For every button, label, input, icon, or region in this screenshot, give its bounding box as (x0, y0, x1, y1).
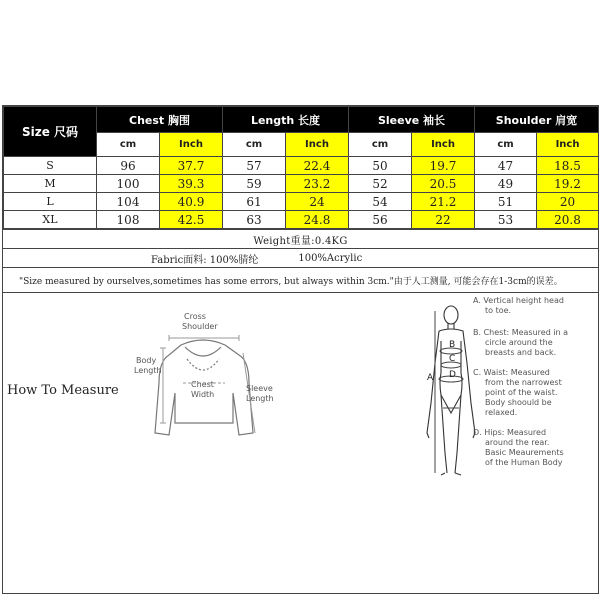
inch-cell: 18.5 (537, 157, 599, 175)
inch-cell: 19.7 (412, 157, 475, 175)
table-row (4, 157, 599, 175)
weight-line: Weight重量:0.4KG (3, 229, 598, 248)
sleeve-length-label: Sleeve (246, 384, 273, 393)
inch-cell: 20.8 (537, 211, 599, 229)
table-header-row (4, 107, 599, 133)
cm-cell: 54 (349, 193, 412, 211)
table-row (4, 175, 599, 193)
garment-labels (134, 312, 274, 403)
size-cell: S (4, 157, 97, 175)
cm-cell: 100 (97, 175, 160, 193)
cm-cell: 57 (223, 157, 286, 175)
instruction-line: of the Human Body (485, 458, 563, 467)
size-cell: M (4, 175, 97, 193)
inch-cell: 20.5 (412, 175, 475, 193)
size-table (3, 106, 599, 229)
cross-shoulder-label: Cross (184, 312, 206, 321)
body-length-label: Body (136, 356, 157, 365)
human-body-diagram (427, 306, 475, 475)
cm-cell: 96 (97, 157, 160, 175)
inch-cell: 19.2 (537, 175, 599, 193)
unit-cm: cm (475, 133, 537, 157)
sleeve-header: Sleeve 袖长 (349, 107, 475, 133)
inch-cell: 42.5 (160, 211, 223, 229)
cm-cell: 61 (223, 193, 286, 211)
cm-cell: 104 (97, 193, 160, 211)
unit-inch: Inch (160, 133, 223, 157)
inch-cell: 37.7 (160, 157, 223, 175)
size-cell: XL (4, 211, 97, 229)
instruction-line: relaxed. (485, 408, 518, 417)
body-length-label: Length (134, 366, 162, 375)
instruction-line: from the narrowest (485, 378, 562, 387)
unit-cm: cm (349, 133, 412, 157)
size-chart (2, 105, 599, 293)
cm-cell: 47 (475, 157, 537, 175)
instruction-line: breasts and back. (485, 348, 557, 357)
unit-cm: cm (223, 133, 286, 157)
label-a: A (427, 373, 434, 383)
shoulder-header: Shoulder 肩宽 (475, 107, 599, 133)
instruction-line: A. Vertical height head (473, 296, 564, 305)
unit-inch: Inch (286, 133, 349, 157)
measure-diagrams (3, 283, 598, 593)
instruction-line: Basic Meaurements (485, 448, 564, 457)
cm-cell: 52 (349, 175, 412, 193)
label-d: D (449, 370, 456, 380)
cm-cell: 59 (223, 175, 286, 193)
inch-cell: 23.2 (286, 175, 349, 193)
cm-cell: 49 (475, 175, 537, 193)
fabric-label: Fabric面料: 100%腈纶 (151, 254, 259, 266)
cm-cell: 51 (475, 193, 537, 211)
measurement-note: "Size measured by ourselves,sometimes has some errors, but always within 3cm."由于人工测量, 可能会存在1-3cm的误差。 (3, 267, 598, 292)
inch-cell: 20 (537, 193, 599, 211)
fabric-line (3, 248, 598, 267)
unit-inch: Inch (412, 133, 475, 157)
inch-cell: 21.2 (412, 193, 475, 211)
table-row (4, 211, 599, 229)
inch-cell: 22.4 (286, 157, 349, 175)
sleeve-length-label: Length (246, 394, 274, 403)
inch-cell: 22 (412, 211, 475, 229)
instruction-line: around the rear. (485, 438, 550, 447)
cm-cell: 63 (223, 211, 286, 229)
instruction-line: circle around the (485, 338, 553, 347)
body-measure-lines (435, 311, 463, 473)
table-row (4, 193, 599, 211)
instruction-line: Body shoould be (485, 398, 552, 407)
how-to-measure-label: How To Measure (7, 383, 119, 398)
label-c: C (449, 354, 456, 364)
how-to-measure-panel (2, 283, 599, 594)
inch-cell: 40.9 (160, 193, 223, 211)
fabric-value: 100%Acrylic (298, 252, 363, 264)
chest-header: Chest 胸围 (97, 107, 223, 133)
cm-cell: 50 (349, 157, 412, 175)
instruction-line: D. Hips: Measured (473, 428, 547, 437)
inch-cell: 24 (286, 193, 349, 211)
size-header: Size 尺码 (4, 107, 97, 157)
instruction-line: to toe. (485, 306, 512, 315)
label-b: B (449, 340, 456, 350)
cm-cell: 56 (349, 211, 412, 229)
size-cell: L (4, 193, 97, 211)
length-header: Length 长度 (223, 107, 349, 133)
instruction-line: B. Chest: Measured in a (473, 328, 569, 337)
unit-inch: Inch (537, 133, 599, 157)
measurement-instructions (473, 296, 568, 467)
cm-cell: 108 (97, 211, 160, 229)
chest-width-label: Chest (191, 380, 214, 389)
inch-cell: 39.3 (160, 175, 223, 193)
chest-width-label: Width (191, 390, 215, 399)
cross-shoulder-label: Shoulder (182, 322, 218, 331)
unit-cm: cm (97, 133, 160, 157)
instruction-line: C. Waist: Measured (473, 368, 550, 377)
inch-cell: 24.8 (286, 211, 349, 229)
instruction-line: point of the waist. (485, 388, 558, 397)
cm-cell: 53 (475, 211, 537, 229)
